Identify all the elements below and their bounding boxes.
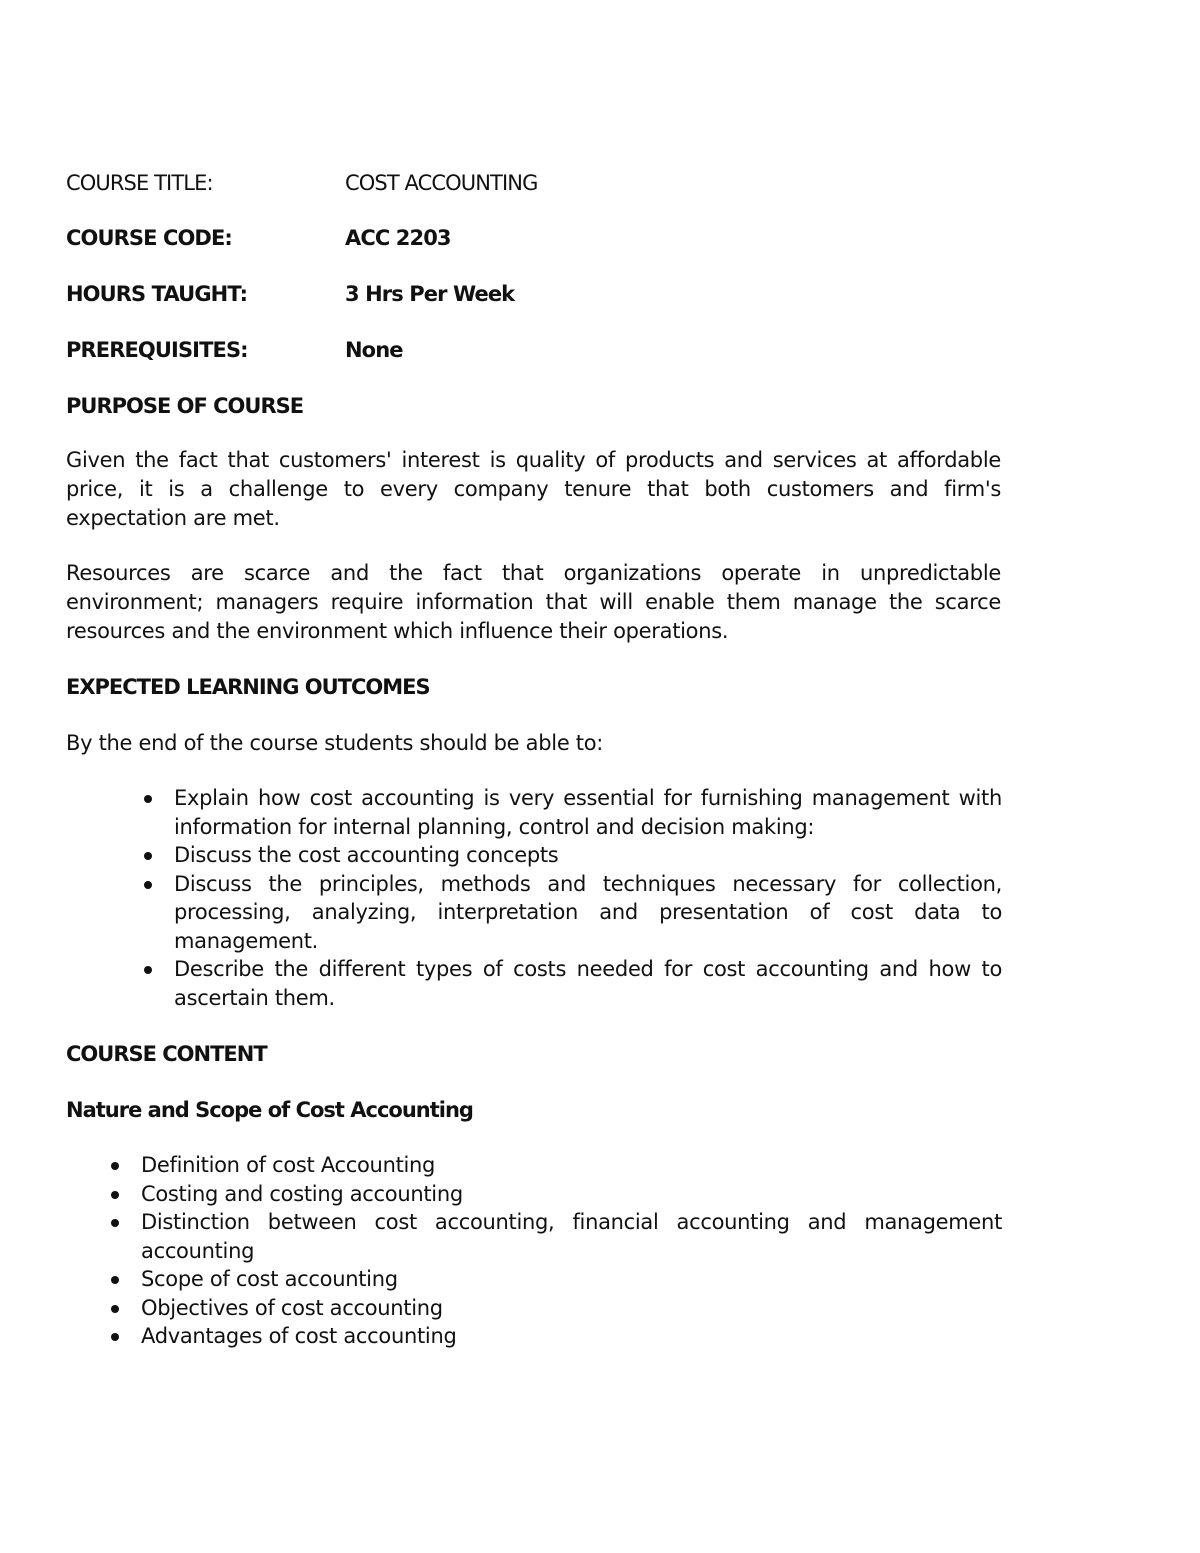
content-text: Advantages of cost accounting [141,1324,457,1348]
content-list [141,1151,1002,1351]
bullet-icon [111,1219,119,1227]
hours-taught-label: HOURS TAUGHT: [66,282,248,306]
content-text: Scope of cost accounting [141,1267,398,1291]
outcome-text: Discuss the cost accounting concepts [174,843,559,867]
list-item [141,1151,1002,1180]
course-content-heading: COURSE CONTENT [66,1042,267,1066]
bullet-icon [144,852,152,860]
bullet-icon [111,1305,119,1313]
outcomes-intro: By the end of the course students should be able to: [66,731,604,755]
bullet-icon [111,1276,119,1284]
prerequisites-value: None [345,338,403,362]
bullet-icon [111,1191,119,1199]
bullet-icon [144,881,152,889]
list-item [174,784,1002,841]
list-item [141,1322,1002,1351]
outcome-text: Discuss the principles, methods and techniques necessary for collection, processing, analyzing, interpretation and presentation of cost data to management. [174,871,1002,953]
hours-taught-value: 3 Hrs Per Week [345,282,515,306]
list-item [174,841,1002,870]
outcomes-list [174,784,1002,1012]
course-content-subheading: Nature and Scope of Cost Accounting [66,1098,473,1122]
prerequisites-label: PREREQUISITES: [66,338,248,362]
course-code-value: ACC 2203 [345,226,451,250]
content-text: Definition of cost Accounting [141,1153,436,1177]
content-text: Distinction between cost accounting, financial accounting and management accounting [141,1210,1002,1263]
bullet-icon [144,795,152,803]
list-item [174,955,1002,1012]
list-item [174,870,1002,956]
list-item [141,1265,1002,1294]
outcome-text: Describe the different types of costs needed for cost accounting and how to ascertain them. [174,957,1002,1010]
list-item [141,1294,1002,1323]
purpose-heading: PURPOSE OF COURSE [66,394,304,418]
bullet-icon [111,1333,119,1341]
outcomes-heading: EXPECTED LEARNING OUTCOMES [66,675,430,699]
content-text: Objectives of cost accounting [141,1295,443,1320]
list-item [141,1180,1002,1209]
purpose-paragraph-2: Resources are scarce and the fact that organizations operate in unpredictable environment; managers require information that will enable them manage the scarce resources and the environment which influence their operations. [66,561,1001,643]
bullet-icon [111,1162,119,1170]
course-title-value: COST ACCOUNTING [345,171,538,195]
course-title-label: COURSE TITLE: [66,171,213,195]
purpose-paragraph-1: Given the fact that customers' interest is quality of products and services at affordable price, it is a challenge to every company tenure that both customers and firm's expectation are met. [66,448,1001,530]
course-code-label: COURSE CODE: [66,226,232,250]
list-item [141,1208,1002,1265]
content-text: Costing and costing accounting [141,1181,463,1206]
bullet-icon [144,966,152,974]
outcome-text: Explain how cost accounting is very essential for furnishing management with information for internal planning, control and decision making: [174,786,1002,839]
